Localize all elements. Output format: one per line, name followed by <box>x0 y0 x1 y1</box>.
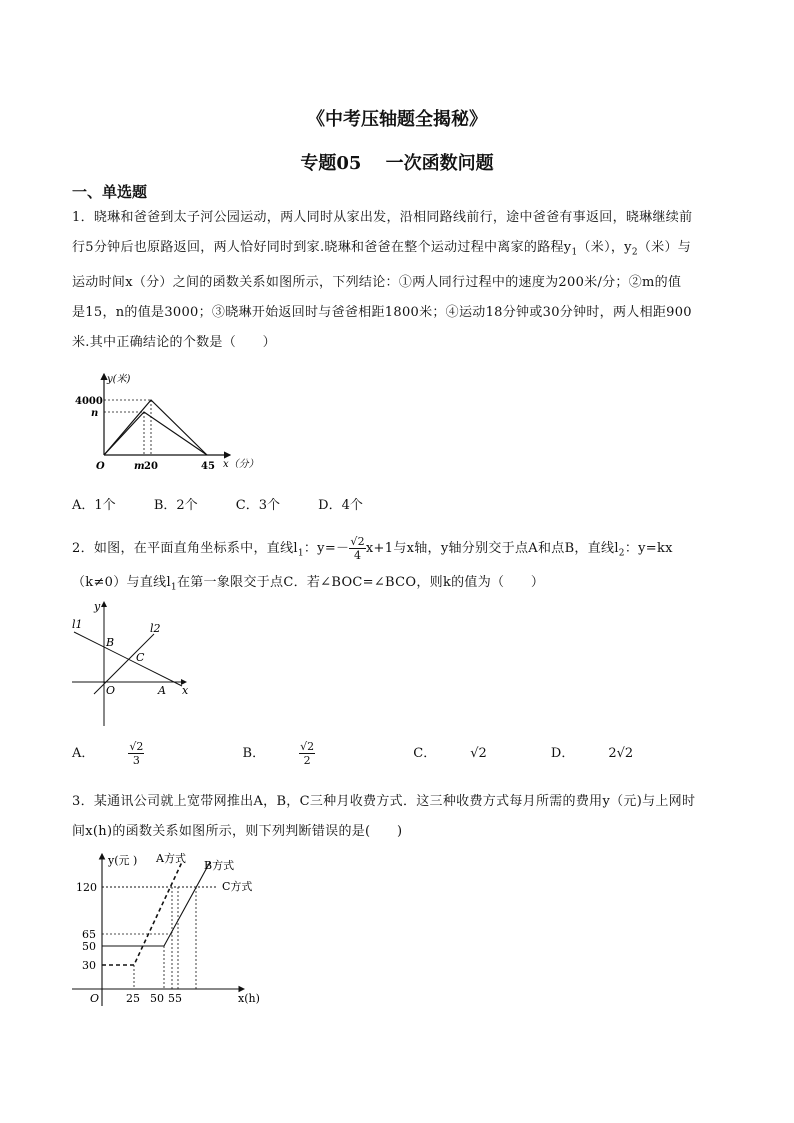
q2-option-d-label: D． <box>550 746 575 761</box>
q1-options <box>72 494 397 513</box>
q2-line-1b: ：y=－ <box>303 541 350 556</box>
q1-x-label: x（分） <box>223 459 259 470</box>
q2-sub-l2: 2 <box>618 548 625 559</box>
q2-option-b-num: √2 <box>300 740 315 753</box>
q1-tick-20: 20 <box>144 461 158 472</box>
q1-line-5: 米.其中正确结论的个数是（ ） <box>72 334 276 350</box>
q1-line-2 <box>72 233 732 268</box>
q1-tick-45: 45 <box>201 461 215 472</box>
q2-frac-den: 4 <box>353 549 362 562</box>
q3-origin: O <box>90 992 100 1005</box>
q1-origin: O <box>96 461 105 472</box>
q2-l2-label: l2 <box>150 622 161 635</box>
q2-option-a-num: √2 <box>129 740 144 753</box>
q1-line-xiaolin <box>104 400 207 455</box>
q1-line-2b: （米），y <box>577 240 632 255</box>
q2-line-1 <box>72 532 732 571</box>
q2-l1-label: l1 <box>72 618 83 631</box>
q3-label-c: C方式 <box>222 880 253 893</box>
q1-line-3: 运动时间x（分）之间的函数关系如图所示，下列结论：①两人同行过程中的速度为200米/分；②m的值 <box>72 274 682 290</box>
q1-tick-m: m <box>134 461 145 472</box>
q2-option-a-den: 3 <box>132 754 140 767</box>
q1-y-label: y(米) <box>107 374 131 385</box>
q2-option-a-fraction <box>128 740 178 767</box>
q3-tick-25: 25 <box>126 992 140 1005</box>
q2-x-label: x <box>182 684 189 697</box>
q2-point-b: B <box>106 636 115 649</box>
q2-option-d <box>551 746 667 761</box>
q2-frac-num: √2 <box>350 535 365 548</box>
q3-tick-50: 50 <box>82 940 96 953</box>
q1-line-2a: 行5分钟后也原路返回，两人恰好同时到家.晓琳和爸爸在整个运动过程中离家的路程y <box>72 240 572 255</box>
q3-line-1: 3．某通讯公司就上宽带网推出A，B，C三种月收费方式．这三种收费方式每月所需的费用y（元)与上网时 <box>72 794 696 809</box>
q2-option-b <box>242 740 384 767</box>
q3-tick-120: 120 <box>76 881 97 894</box>
q2-point-c: C <box>136 651 145 664</box>
q1-line-dad <box>104 412 207 455</box>
q2-y-label: y <box>94 600 101 613</box>
question-1 <box>72 203 732 358</box>
q2-option-c <box>413 746 521 761</box>
q1-line-2c: （米）与 <box>637 240 692 255</box>
q3-tick-30: 30 <box>82 959 96 972</box>
q1-sub-1: 1 <box>571 247 578 258</box>
q3-graph <box>68 850 278 1008</box>
q3-label-b: B方式 <box>204 859 235 872</box>
q3-line-b <box>102 862 210 946</box>
q2-sub-l1: 1 <box>297 548 304 559</box>
question-3 <box>72 787 732 847</box>
question-2 <box>72 532 732 599</box>
q2-origin: O <box>106 684 116 697</box>
q2-sub-l1b: 1 <box>170 582 177 593</box>
q2-option-c-label: C． <box>413 746 437 761</box>
q1-option-c: C．3个 <box>235 498 280 513</box>
section-heading: 一、单选题 <box>72 183 148 201</box>
q2-option-b-label: B． <box>242 746 266 761</box>
q2-line-2a: （k≠0）与直线l <box>72 574 171 590</box>
q3-y-label: y(元 ) <box>108 854 138 867</box>
q3-tick-50x: 50 <box>150 992 164 1005</box>
q2-option-c-value: √2 <box>470 746 487 761</box>
q3-label-a: A方式 <box>156 852 186 865</box>
q2-line-l2 <box>94 634 154 694</box>
q2-option-a <box>72 740 212 767</box>
q1-option-d: D．4个 <box>318 498 363 513</box>
q2-line-l1 <box>74 632 182 686</box>
q2-point-a: A <box>158 684 166 697</box>
q2-line-1a: 2．如图，在平面直角坐标系中，直线l <box>72 541 298 556</box>
q1-tick-4000: 4000 <box>75 396 103 407</box>
q2-option-b-fraction <box>299 740 349 767</box>
q2-option-d-value: 2√2 <box>608 746 634 761</box>
q2-line-2 <box>72 571 732 600</box>
q1-line-4: 是15，n的值是3000；③晓琳开始返回时与爸爸相距1800米；④运动18分钟或30分钟时，两人相距900 <box>72 304 692 320</box>
q2-options <box>72 740 701 767</box>
q3-tick-55: 55 <box>168 992 182 1005</box>
q2-line-2b: 在第一象限交于点C．若∠BOC=∠BCO，则k的值为（ ） <box>176 574 545 590</box>
q1-option-b: B．2个 <box>153 498 198 513</box>
q2-graph <box>66 598 206 730</box>
q2-line-1c: x+1与x轴，y轴分别交于点A和点B，直线l <box>365 541 619 556</box>
q3-x-label: x(h) <box>238 992 260 1005</box>
q1-option-a: A．1个 <box>72 498 116 513</box>
q2-line-1d: ：y=kx <box>624 541 673 556</box>
q1-tick-n: n <box>91 408 99 419</box>
q3-line-2: 间x(h)的函数关系如图所示，则下列判断错误的是( ) <box>72 824 403 839</box>
q1-line-1: 1．晓琳和爸爸到太子河公园运动，两人同时从家出发，沿相同路线前行，途中爸爸有事返回，晓琳继续前 <box>72 210 693 225</box>
q1-sub-2: 2 <box>631 247 638 258</box>
q2-slope-fraction <box>349 535 366 562</box>
q3-line-a <box>102 862 182 965</box>
q2-option-b-den: 2 <box>303 754 311 767</box>
q3-tick-65: 65 <box>82 928 96 941</box>
q2-option-a-label: A． <box>72 746 95 761</box>
book-title: 《中考压轴题全揭秘》 <box>307 109 487 130</box>
topic-title: 专题05 一次函数问题 <box>300 153 494 174</box>
q1-graph <box>75 368 280 478</box>
